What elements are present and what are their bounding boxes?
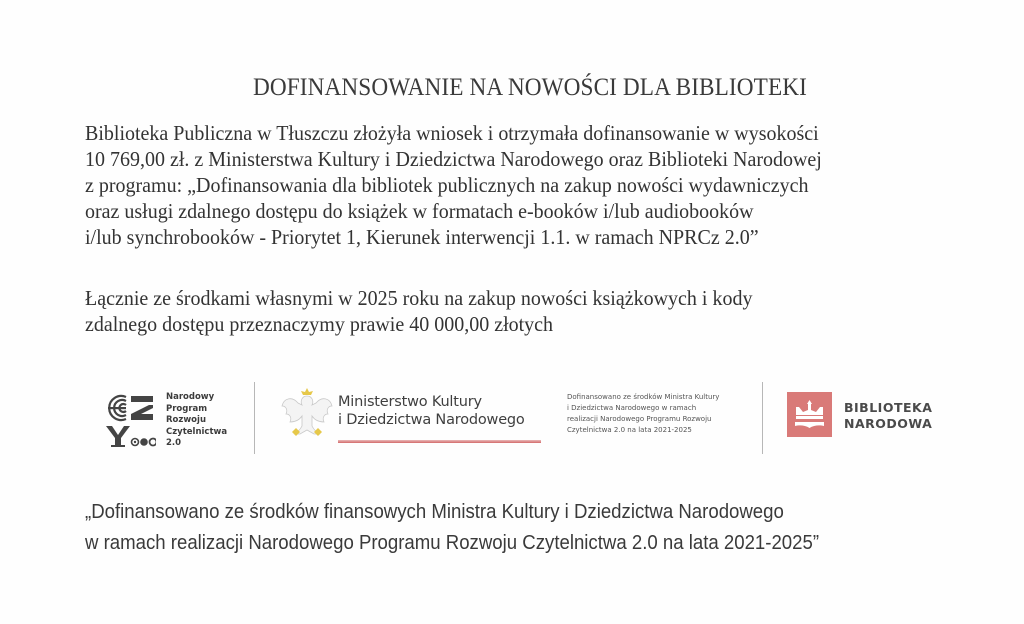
paragraph-line: 10 769,00 zł. z Ministerstwa Kultury i Dziedzictwa Narodowego oraz Biblioteki Narodowej — [85, 147, 822, 171]
national-library-logo-text — [844, 400, 932, 432]
funding-paragraph — [85, 120, 822, 250]
paragraph-line: oraz usługi zdalnego dostępu do książek w formatach e-booków i/lub audiobooków — [85, 199, 754, 223]
nprcz-logo-icon — [104, 393, 156, 447]
funding-note — [567, 392, 719, 436]
logo-text-line: Czytelnictwa — [166, 426, 228, 437]
paragraph-line: Biblioteka Publiczna w Tłuszczu złożyła wniosek i otrzymała dofinansowanie w wysokości — [85, 121, 819, 145]
logo-text-line: i Dziedzictwa Narodowego — [338, 412, 525, 428]
national-library-logo — [787, 392, 832, 437]
ministry-logo-text — [338, 393, 525, 429]
total-funds-paragraph — [85, 285, 752, 337]
logo-text-line: Program — [166, 403, 208, 414]
page-title: DOFINANSOWANIE NA NOWOŚCI DLA BIBLIOTEKI — [253, 74, 807, 101]
footer-line: „Dofinansowano ze środków finansowych Ministra Kultury i Dziedzictwa Narodowego — [85, 501, 784, 523]
note-line: realizacji Narodowego Programu Rozwoju — [567, 415, 712, 423]
logo-divider — [762, 382, 763, 454]
paragraph-line: Łącznie ze środkami własnymi w 2025 roku na zakup nowości książkowych i kody — [85, 286, 753, 310]
note-line: i Dziedzictwa Narodowego w ramach — [567, 404, 697, 412]
polish-eagle-emblem-icon — [278, 386, 336, 442]
paragraph-line: i/lub synchrobooków - Priorytet 1, Kierunek interwencji 1.1. w ramach NPRCz 2.0” — [85, 225, 759, 249]
logo-text-line: Ministerstwo Kultury — [338, 394, 482, 410]
nprcz-logo-text — [166, 392, 227, 450]
logo-text-line: Narodowy — [166, 392, 215, 402]
ministry-accent-line — [338, 440, 541, 443]
logo-text-line: Rozwoju — [166, 415, 206, 425]
footer-line: w ramach realizacji Narodowego Programu Rozwoju Czytelnictwa 2.0 na lata 2021-2025” — [85, 532, 820, 554]
crown-book-icon — [787, 392, 832, 437]
logo-text-line: 2.0 — [166, 438, 182, 448]
sponsor-logos-strip — [0, 380, 1024, 460]
note-line: Czytelnictwa 2.0 na lata 2021-2025 — [567, 426, 692, 434]
logo-text-line: BIBLIOTEKA — [844, 400, 933, 415]
note-line: Dofinansowano ze środków Ministra Kultury — [567, 393, 720, 401]
paragraph-line: zdalnego dostępu przeznaczymy prawie 40 000,00 złotych — [85, 312, 554, 336]
logo-text-line: NARODOWA — [844, 416, 933, 431]
paragraph-line: z programu: „Dofinansowania dla bibliotek publicznych na zakup nowości wydawniczych — [85, 173, 809, 197]
funding-attribution-footer — [85, 497, 819, 559]
logo-divider — [254, 382, 255, 454]
